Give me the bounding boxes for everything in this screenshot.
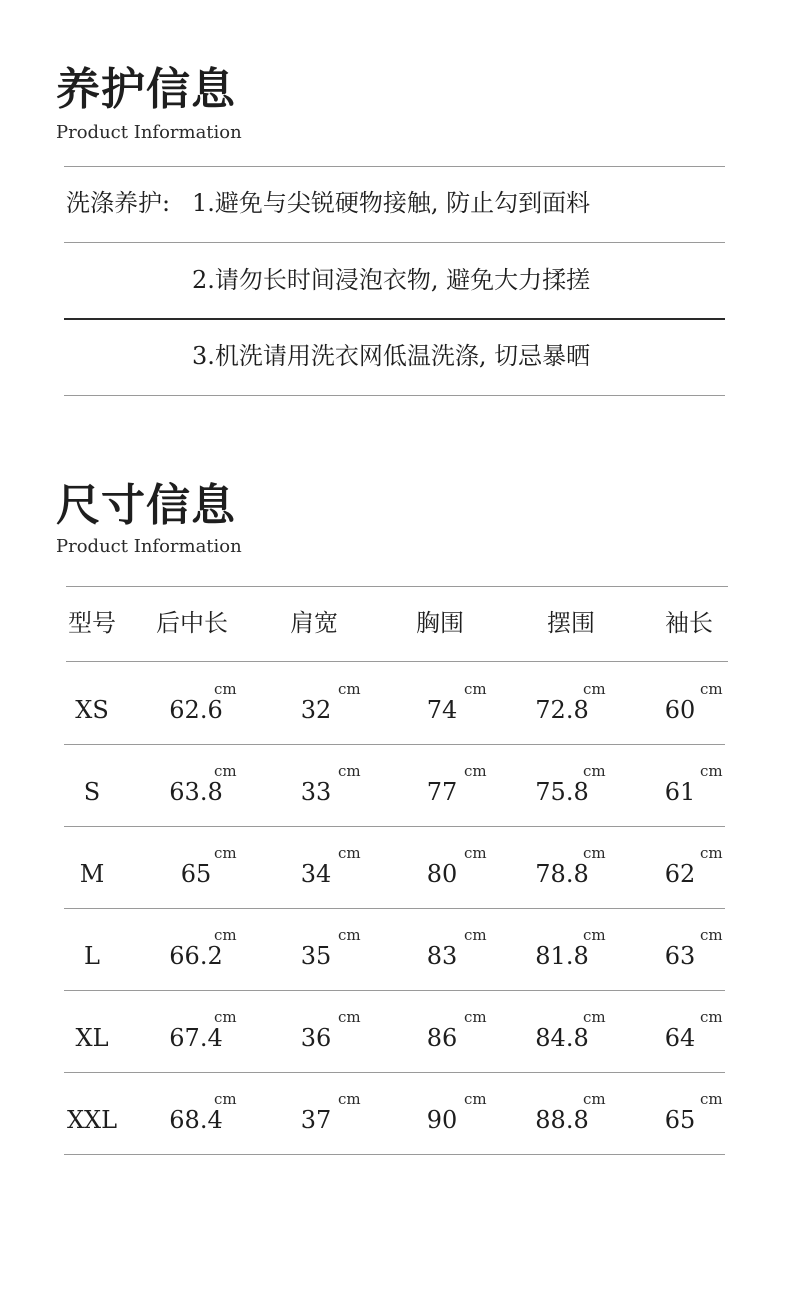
size-label: M <box>79 860 105 888</box>
care-divider-2 <box>64 318 725 320</box>
size-value: 86 <box>426 1024 458 1052</box>
size-value: 32 <box>300 696 332 724</box>
size-label: XS <box>75 696 109 724</box>
unit-label: cm <box>338 762 361 780</box>
care-line-3: 3.机洗请用洗衣网低温洗涤, 切忌暴晒 <box>192 342 591 370</box>
unit-label: cm <box>583 762 606 780</box>
header-hem: 摆围 <box>547 609 595 637</box>
size-value: 66.2 <box>169 942 223 970</box>
size-value: 63 <box>664 942 696 970</box>
care-section-subtitle: Product Information <box>56 122 242 143</box>
unit-label: cm <box>338 1090 361 1108</box>
care-divider-top <box>64 166 725 167</box>
size-value: 72.8 <box>535 696 589 724</box>
unit-label: cm <box>338 1008 361 1026</box>
size-value: 83 <box>426 942 458 970</box>
size-value: 64 <box>664 1024 696 1052</box>
unit-label: cm <box>214 680 237 698</box>
size-value: 74 <box>426 696 458 724</box>
unit-label: cm <box>700 1090 723 1108</box>
size-value: 67.4 <box>169 1024 223 1052</box>
size-value: 81.8 <box>535 942 589 970</box>
unit-label: cm <box>583 1008 606 1026</box>
size-label: XL <box>75 1024 109 1052</box>
unit-label: cm <box>214 1090 237 1108</box>
size-table-top-border <box>66 586 728 587</box>
size-value: 77 <box>426 778 458 806</box>
unit-label: cm <box>583 680 606 698</box>
size-value: 33 <box>300 778 332 806</box>
unit-label: cm <box>583 844 606 862</box>
unit-label: cm <box>338 680 361 698</box>
unit-label: cm <box>700 844 723 862</box>
size-value: 34 <box>300 860 332 888</box>
unit-label: cm <box>583 926 606 944</box>
size-value: 62 <box>664 860 696 888</box>
size-value: 61 <box>664 778 696 806</box>
row-divider <box>64 744 725 745</box>
size-value: 78.8 <box>535 860 589 888</box>
size-value: 63.8 <box>169 778 223 806</box>
row-divider <box>64 826 725 827</box>
size-label: L <box>84 942 100 970</box>
size-value: 84.8 <box>535 1024 589 1052</box>
unit-label: cm <box>464 1090 487 1108</box>
care-line-2: 2.请勿长时间浸泡衣物, 避免大力揉搓 <box>192 266 591 294</box>
size-value: 90 <box>426 1106 458 1134</box>
unit-label: cm <box>214 762 237 780</box>
unit-label: cm <box>464 926 487 944</box>
unit-label: cm <box>214 844 237 862</box>
care-line-1: 1.避免与尖锐硬物接触, 防止勾到面料 <box>192 189 591 217</box>
row-divider <box>64 1072 725 1073</box>
unit-label: cm <box>464 680 487 698</box>
care-section-title: 养护信息 <box>56 64 236 115</box>
header-chest: 胸围 <box>416 609 464 637</box>
size-header-divider <box>66 661 728 662</box>
row-divider <box>64 908 725 909</box>
unit-label: cm <box>214 1008 237 1026</box>
size-value: 80 <box>426 860 458 888</box>
care-label: 洗涤养护: <box>66 189 171 217</box>
unit-label: cm <box>700 1008 723 1026</box>
header-sleeve: 袖长 <box>665 609 713 637</box>
size-value: 37 <box>300 1106 332 1134</box>
row-divider <box>64 990 725 991</box>
size-value: 65 <box>180 860 212 888</box>
size-value: 36 <box>300 1024 332 1052</box>
size-value: 35 <box>300 942 332 970</box>
unit-label: cm <box>464 844 487 862</box>
size-label: XXL <box>66 1106 118 1134</box>
size-value: 62.6 <box>169 696 223 724</box>
size-value: 65 <box>664 1106 696 1134</box>
size-value: 68.4 <box>169 1106 223 1134</box>
header-back-length: 后中长 <box>156 609 228 637</box>
unit-label: cm <box>464 1008 487 1026</box>
row-divider <box>64 1154 725 1155</box>
unit-label: cm <box>214 926 237 944</box>
size-value: 60 <box>664 696 696 724</box>
unit-label: cm <box>338 844 361 862</box>
unit-label: cm <box>700 926 723 944</box>
unit-label: cm <box>338 926 361 944</box>
size-value: 75.8 <box>535 778 589 806</box>
size-label: S <box>83 778 101 806</box>
header-size: 型号 <box>68 609 116 637</box>
size-value: 88.8 <box>535 1106 589 1134</box>
care-divider-bottom <box>64 395 725 396</box>
unit-label: cm <box>464 762 487 780</box>
size-section-title: 尺寸信息 <box>56 480 236 531</box>
unit-label: cm <box>583 1090 606 1108</box>
care-divider-1 <box>64 242 725 243</box>
size-section-subtitle: Product Information <box>56 536 242 557</box>
header-shoulder: 肩宽 <box>290 609 338 637</box>
unit-label: cm <box>700 680 723 698</box>
unit-label: cm <box>700 762 723 780</box>
